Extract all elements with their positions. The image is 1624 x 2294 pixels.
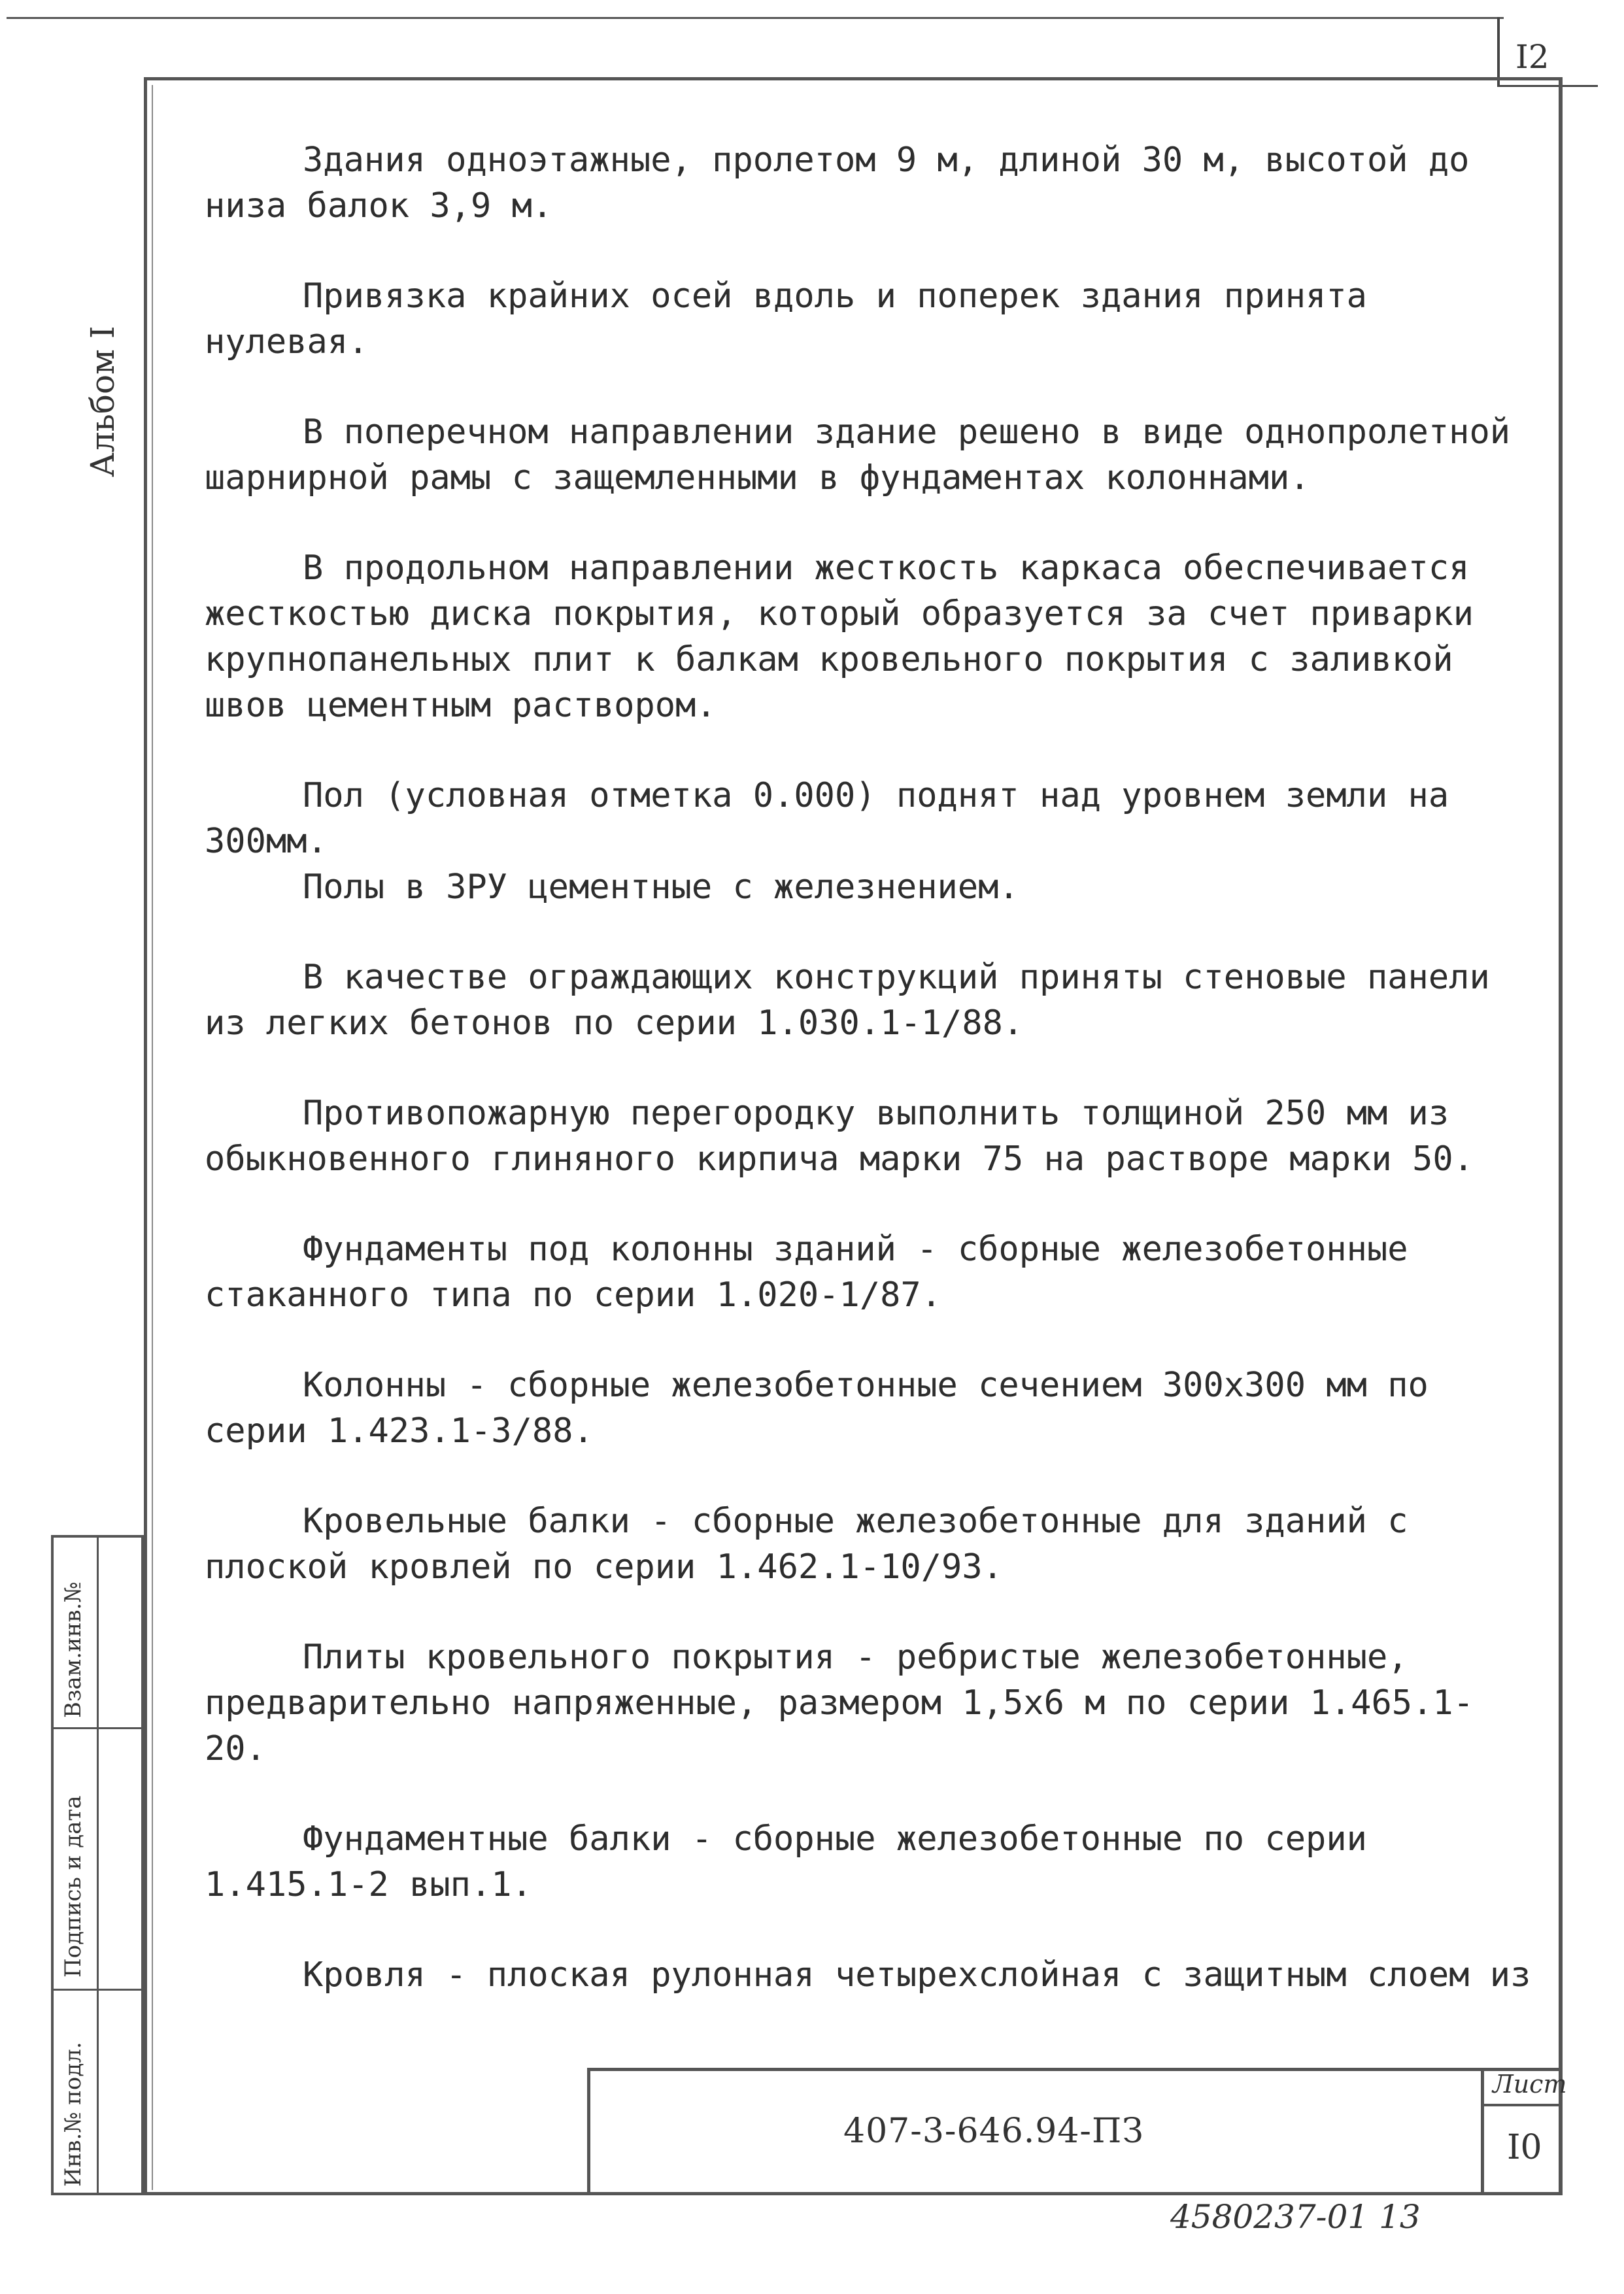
paragraph: В продольном направлении жесткость каркаса обеспечивается жесткостью диска покрытия, который образуется за счет приварки крупнопанельных плит к балкам кровельного покрытия с заливкой швов цементным раствором. xyxy=(205,548,1495,725)
interchange-label: Взам.инв.№ xyxy=(60,1581,86,1718)
paragraph: Фундаменты под колонны зданий - сборные железобетонные стаканного типа по серии 1.020-1/87. xyxy=(205,1230,1429,1315)
paragraph: Пол (условная отметка 0.000) поднят над уровнем земли на 300мм. xyxy=(205,776,1470,861)
signature-date-label: Подпись и дата xyxy=(60,1795,86,1978)
paragraph: В поперечном направлении здание решено в виде однопролетной шарнирной рамы с защемленными в фундаментах колоннами. xyxy=(205,413,1531,498)
paragraph: В качестве ограждающих конструкций приняты стеновые панели из легких бетонов по серии 1.030.1-1/88. xyxy=(205,958,1511,1043)
document-code: 407-3-646.94-ПЗ xyxy=(843,2112,1144,2151)
paragraph: Полы в ЗРУ цементные с железнением. xyxy=(303,868,1019,907)
paragraph: Фундаментные балки - сборные железобетонные по серии 1.415.1-2 вып.1. xyxy=(205,1819,1388,1904)
paragraph: Кровельные балки - сборные железобетонные для зданий с плоской кровлей по серии 1.462.1-10/93. xyxy=(205,1502,1429,1587)
handwritten-stamp: 4580237-01 13 xyxy=(1170,2198,1421,2236)
title-block-row-divider xyxy=(1481,2104,1563,2106)
document-body xyxy=(205,137,1532,2042)
paragraph: Колонны - сборные железобетонные сечением 300х300 мм по серии 1.423.1-3/88. xyxy=(205,1366,1449,1451)
top-page-number: I2 xyxy=(1515,38,1549,76)
side-stamp-divider xyxy=(97,1538,99,2193)
paragraph: Здания одноэтажные, пролетом 9 м, длиной 30 м, высотой до низа балок 3,9 м. xyxy=(205,141,1490,226)
top-rule xyxy=(7,17,1504,19)
album-label: Альбом I xyxy=(84,326,122,477)
paragraph: Привязка крайних осей вдоль и поперек здания принята нулевая. xyxy=(205,277,1388,362)
inventory-label: Инв.№ подл. xyxy=(60,2042,86,2187)
sheet-number: I0 xyxy=(1507,2128,1542,2167)
paragraph: Противопожарную перегородку выполнить толщиной 250 мм из обыкновенного глиняного кирпича марки 75 на растворе марки 50. xyxy=(205,1094,1474,1179)
side-stamp-row-divider xyxy=(54,1727,141,1729)
side-stamp-row-divider xyxy=(54,1989,141,1991)
frame-inner-line xyxy=(152,85,153,2190)
paragraph: Плиты кровельного покрытия - ребристые железобетонные, предварительно напряженные, размером 1,5х6 м по серии 1.465.1-20. xyxy=(205,1638,1474,1768)
paragraph: Кровля - плоская рулонная четырехслойная с защитным слоем из xyxy=(303,1955,1531,1995)
sheet-label: Лист xyxy=(1493,2070,1567,2099)
title-block-divider xyxy=(1481,2068,1484,2195)
